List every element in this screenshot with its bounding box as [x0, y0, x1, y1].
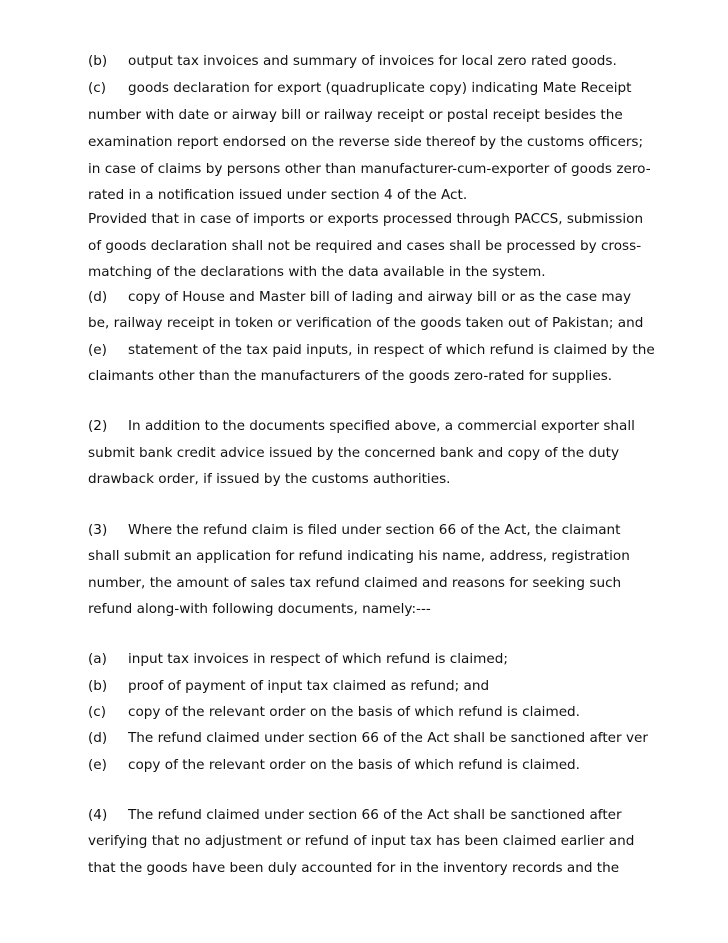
list-item-c	[88, 703, 580, 721]
text-line: verifying that no adjustment or refund of input tax has been claimed earlier and	[88, 833, 635, 849]
list-text: copy of the relevant order on the basis of which refund is claimed.	[128, 757, 581, 773]
text-line: examination report endorsed on the reverse side thereof by the customs officers;	[88, 134, 644, 150]
paragraph-label: (3)	[88, 522, 108, 538]
list-item-a	[88, 650, 508, 668]
list-item-d	[88, 729, 648, 747]
clause-label: (d)	[88, 289, 108, 305]
text-line: number, the amount of sales tax refund claimed and reasons for seeking such	[88, 575, 622, 591]
list-label: (d)	[88, 730, 108, 746]
paragraph-4-line-1	[88, 806, 622, 824]
clause-text: output tax invoices and summary of invoices for local zero rated goods.	[128, 53, 617, 69]
text-line: matching of the declarations with the data available in the system.	[88, 264, 546, 280]
text-line: submit bank credit advice issued by the concerned bank and copy of the duty	[88, 445, 620, 461]
text-line: be, railway receipt in token or verification of the goods taken out of Pakistan; and	[88, 315, 644, 331]
paragraph-text: The refund claimed under section 66 of the Act shall be sanctioned after	[128, 807, 622, 823]
list-text: The refund claimed under section 66 of the Act shall be sanctioned after ver	[128, 730, 648, 746]
clause-d-line-1	[88, 288, 631, 306]
text-line: refund along-with following documents, namely:---	[88, 601, 431, 617]
list-item-e	[88, 756, 580, 774]
clause-label: (c)	[88, 80, 107, 96]
list-label: (c)	[88, 704, 107, 720]
paragraph-label: (2)	[88, 418, 108, 434]
list-label: (a)	[88, 651, 107, 667]
paragraph-text: In addition to the documents specified above, a commercial exporter shall	[128, 418, 635, 434]
paragraph-text: Where the refund claim is filed under section 66 of the Act, the claimant	[128, 522, 621, 538]
paragraph-label: (4)	[88, 807, 108, 823]
text-line: number with date or airway bill or railway receipt or postal receipt besides the	[88, 107, 623, 123]
list-text: input tax invoices in respect of which refund is claimed;	[128, 651, 508, 667]
list-label: (e)	[88, 757, 107, 773]
list-label: (b)	[88, 678, 108, 694]
proviso-line: Provided that in case of imports or exports processed through PACCS, submission	[88, 211, 644, 227]
clause-text: statement of the tax paid inputs, in respect of which refund is claimed by the	[128, 342, 655, 358]
text-line: drawback order, if issued by the customs authorities.	[88, 471, 451, 487]
clause-label: (e)	[88, 342, 107, 358]
clause-b-line-1	[88, 52, 617, 70]
clause-label: (b)	[88, 53, 108, 69]
clause-e-line-1	[88, 341, 655, 359]
clause-c-line-1	[88, 79, 631, 97]
list-item-b	[88, 677, 489, 695]
clause-text: goods declaration for export (quadruplicate copy) indicating Mate Receipt	[128, 80, 632, 96]
list-text: copy of the relevant order on the basis of which refund is claimed.	[128, 704, 581, 720]
list-text: proof of payment of input tax claimed as refund; and	[128, 678, 490, 694]
text-line: in case of claims by persons other than manufacturer-cum-exporter of goods zero-	[88, 161, 651, 177]
text-line: of goods declaration shall not be required and cases shall be processed by cross-	[88, 238, 642, 254]
text-line: claimants other than the manufacturers of the goods zero-rated for supplies.	[88, 368, 613, 384]
clause-text: copy of House and Master bill of lading and airway bill or as the case may	[128, 289, 632, 305]
paragraph-2-line-1	[88, 417, 635, 435]
paragraph-3-line-1	[88, 521, 621, 539]
text-line: shall submit an application for refund indicating his name, address, registration	[88, 548, 630, 564]
text-line: rated in a notification issued under section 4 of the Act.	[88, 187, 468, 203]
text-line: that the goods have been duly accounted for in the inventory records and the	[88, 860, 620, 876]
